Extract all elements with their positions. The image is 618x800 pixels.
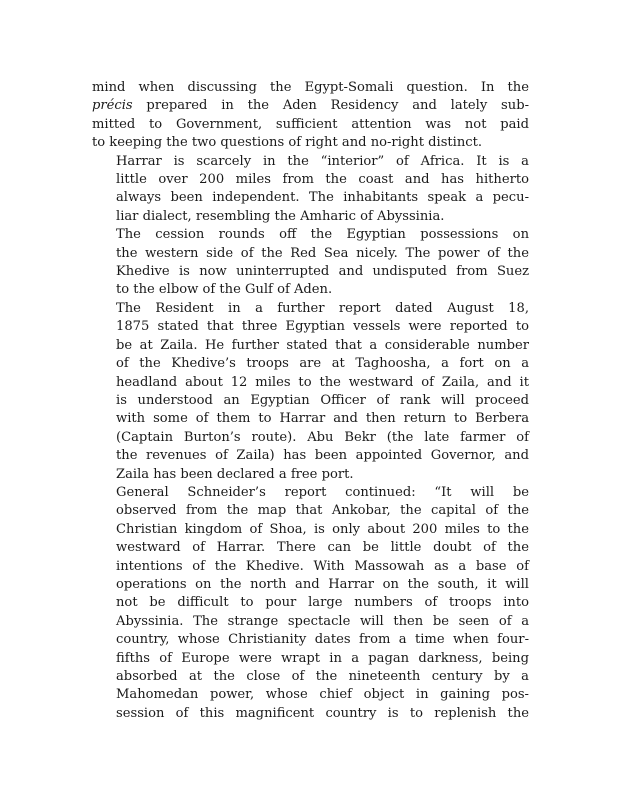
text-line: country, whose Christianity dates from a time when four- (116, 632, 529, 648)
text-line: not be difficult to pour large numbers of troops into (116, 595, 529, 611)
text-line: 1875 stated that three Egyptian vessels were reported to (116, 319, 529, 335)
text-line: Harrar is scarcely in the “interior” of Africa. It is a (116, 153, 529, 169)
text-line (92, 97, 529, 115)
text-line: always been independent. The inhabitants speak a pecu- (116, 190, 529, 206)
text-line: fifths of Europe were wrapt in a pagan darkness, being (116, 650, 529, 666)
text-line: is understood an Egyptian Officer of rank will proceed (116, 392, 529, 408)
text-line: Khedive is now uninterrupted and undisputed from Suez (116, 264, 529, 280)
text-line: the revenues of Zaila) has been appointed Governor, and (116, 448, 529, 464)
text-line: with some of them to Harrar and then return to Berbera (116, 411, 529, 427)
text-line: session of this magnificent country is to replenish the (116, 705, 529, 721)
text-line: The cession rounds off the Egyptian possessions on (116, 227, 529, 243)
text-line: little over 200 miles from the coast and has hitherto (116, 172, 529, 188)
paragraph-5 (92, 484, 529, 723)
text-line: be at Zaila. He further stated that a considerable number (116, 337, 529, 353)
text-line: mind when discussing the Egypt-Somali question. In the (92, 80, 529, 95)
text-line: (Captain Burton’s route). Abu Bekr (the late farmer of (116, 429, 529, 445)
paragraph-1 (92, 79, 529, 153)
paragraph-2 (92, 153, 529, 227)
text-line: of the Khedive’s troops are at Taghoosha, a fort on a (116, 356, 529, 372)
text-line: the western side of the Red Sea nicely. The power of the (116, 245, 529, 261)
text-line: to keeping the two questions of right and no-right distinct. (92, 135, 483, 151)
document-page (92, 79, 529, 723)
paragraph-4 (92, 300, 529, 484)
text-line: headland about 12 miles to the westward of Zaila, and it (116, 374, 529, 390)
text-line: The Resident in a further report dated August 18, (116, 300, 529, 316)
text-line: Abyssinia. The strange spectacle will then be seen of a (116, 613, 529, 629)
text-line: Mahomedan power, whose chief object in gaining pos- (116, 687, 529, 703)
paragraph-3 (92, 226, 529, 300)
text-line: mitted to Government, sufficient attention was not paid (92, 116, 529, 132)
text-line: to the elbow of the Gulf of Aden. (116, 282, 333, 298)
italic-word: précis (92, 98, 133, 114)
text-line: intentions of the Khedive. With Massowah as a base of (116, 558, 529, 574)
text-line: westward of Harrar. There can be little doubt of the (116, 540, 529, 556)
text-line: operations on the north and Harrar on the south, it will (116, 576, 529, 592)
text-line: absorbed at the close of the nineteenth century by a (116, 669, 529, 684)
text-line: Christian kingdom of Shoa, is only about 200 miles to the (116, 521, 529, 537)
text-line: liar dialect, resembling the Amharic of Abyssinia. (116, 208, 445, 224)
text-line: General Schneider’s report continued: “It will be (116, 484, 529, 500)
text-line: observed from the map that Ankobar, the capital of the (116, 503, 529, 519)
text-line: Zaila has been declared a free port. (116, 466, 354, 482)
text-line-rest: prepared in the Aden Residency and lately sub- (132, 98, 529, 114)
